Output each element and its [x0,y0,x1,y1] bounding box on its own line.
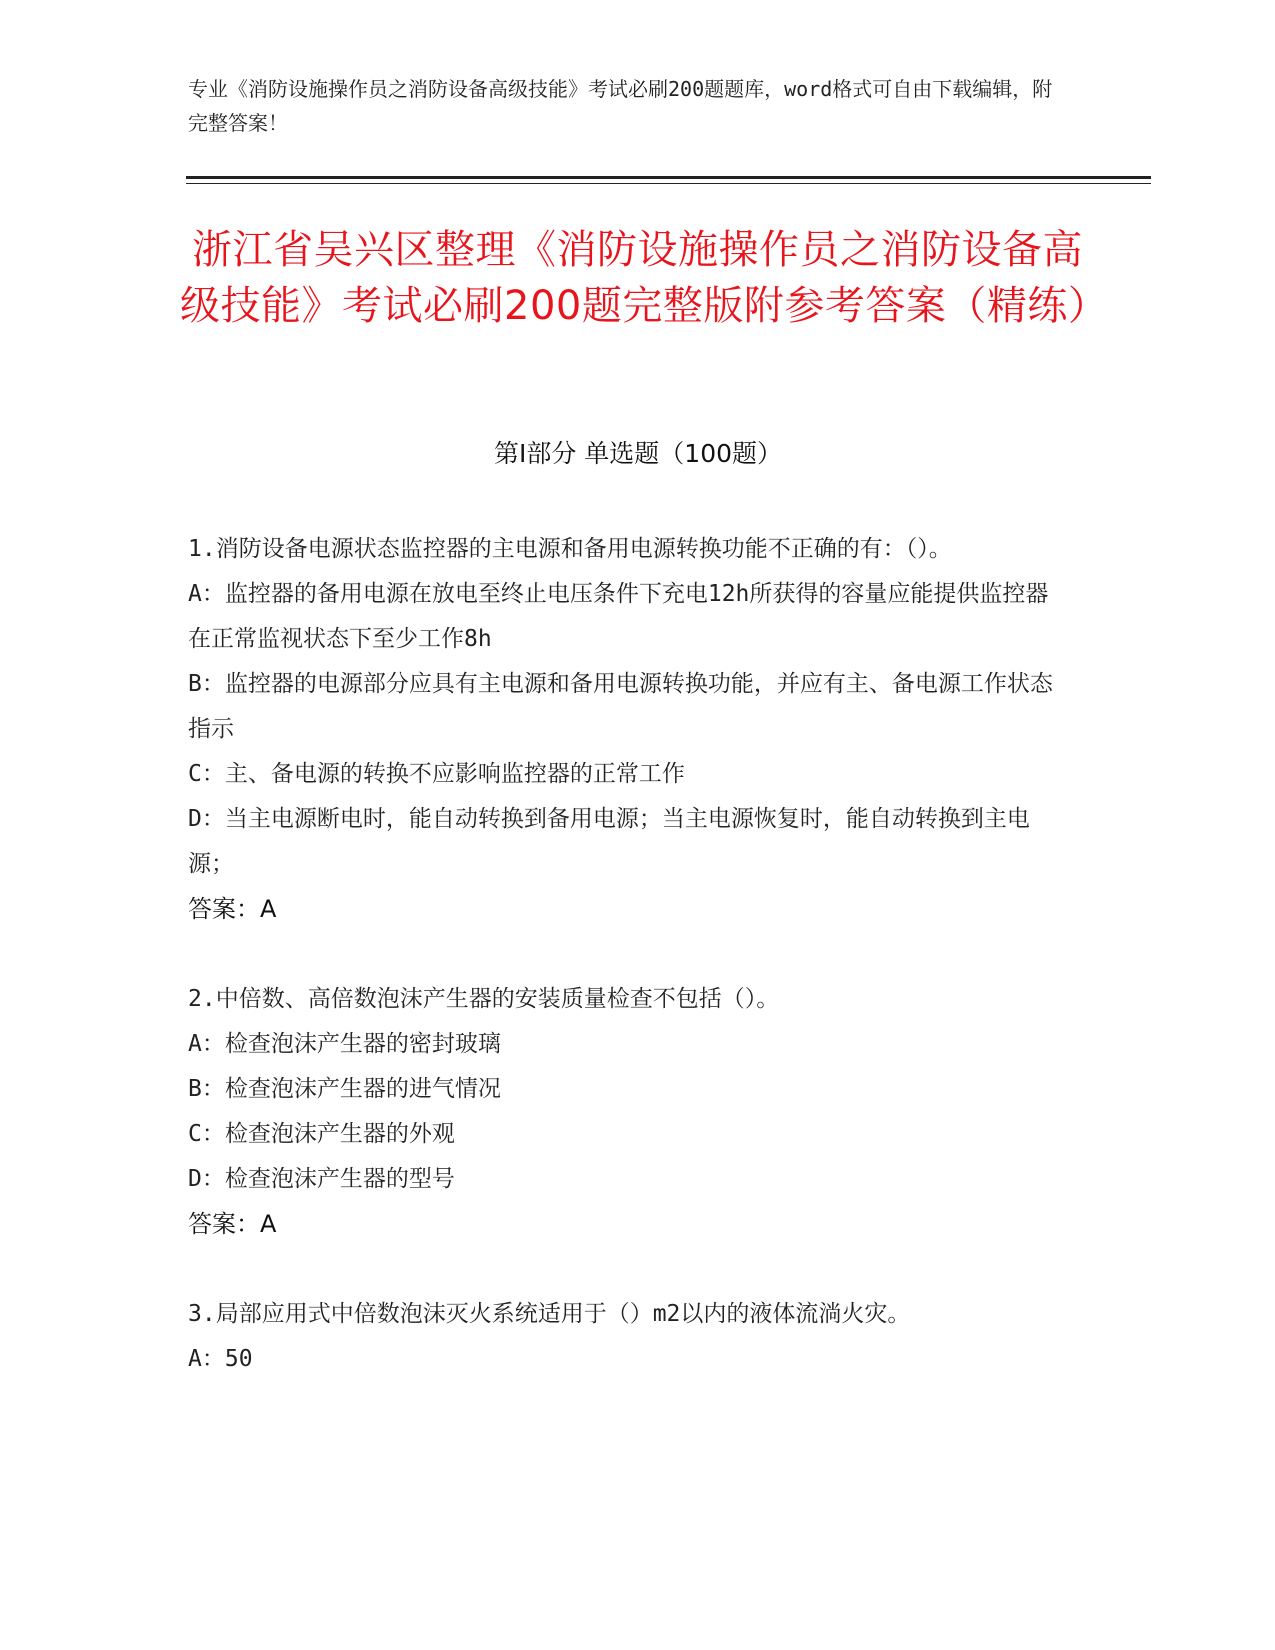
section-title: 第I部分 单选题（100题） [493,439,783,468]
question-1 [188,527,1068,932]
question-list [188,527,1068,1382]
option-b: B：监控器的电源部分应具有主电源和备用电源转换功能，并应有主、备电源工作状态指示 [188,671,1053,742]
option-a: A：监控器的备用电源在放电至终止电压条件下充电12h所获得的容量应能提供监控器在正常监视状态下至少工作8h [188,581,1049,652]
question-stem: 2.中倍数、高倍数泡沫产生器的安装质量检查不包括（）。 [188,986,780,1012]
option-c: C：主、备电源的转换不应影响监控器的正常工作 [188,761,685,787]
answer: 答案：A [188,895,277,923]
option-a: A：50 [188,1346,253,1372]
header-divider-thin [186,183,1151,184]
question-stem: 1.消防设备电源状态监控器的主电源和备用电源转换功能不正确的有：（）。 [188,536,952,562]
option-a: A：检查泡沫产生器的密封玻璃 [188,1031,501,1057]
header-note: 专业《消防设施操作员之消防设备高级技能》考试必刷200题题库，word格式可自由下载编辑，附完整答案！ [188,77,1053,135]
question-2 [188,977,1068,1247]
option-b: B：检查泡沫产生器的进气情况 [188,1076,501,1102]
question-stem: 3.局部应用式中倍数泡沫灭火系统适用于（）m2以内的液体流淌火灾。 [188,1301,911,1327]
option-c: C：检查泡沫产生器的外观 [188,1121,455,1147]
option-d: D：当主电源断电时，能自动转换到备用电源；当主电源恢复时，能自动转换到主电源； [188,806,1030,877]
answer: 答案：A [188,1210,277,1238]
header-divider-thick [186,176,1151,179]
question-3 [188,1292,1068,1382]
option-d: D：检查泡沫产生器的型号 [188,1166,455,1192]
document-title: 浙江省吴兴区整理《消防设施操作员之消防设备高级技能》考试必刷200题完整版附参考答案（精练） [180,227,1109,329]
